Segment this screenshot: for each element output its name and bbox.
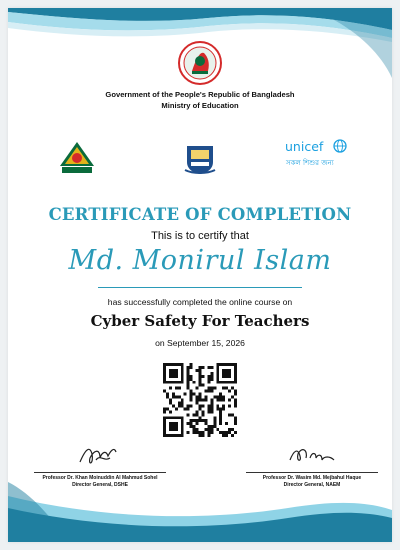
unicef-logo [285,139,365,179]
certificate-title: CERTIFICATE OF COMPLETION [48,205,352,224]
signature-block-right [242,440,382,489]
signature-right [282,440,342,470]
signature-line [34,472,166,473]
name-underline [98,287,302,288]
completion-date: on September 15, 2026 [155,338,245,348]
unicef-wordmark: unicef [285,139,324,154]
signature-block-left [30,440,170,489]
signature-line [246,472,378,473]
recipient-name: Md. Monirul Islam [68,245,332,276]
course-title: Cyber Safety For Teachers [90,312,310,330]
unicef-tagline: সকল শিশুর জন্য [286,159,334,167]
signature-left [70,440,130,470]
signatory-title: Director General, NAEM [283,482,341,488]
ministry-name: Ministry of Education [161,101,239,110]
signatory-name: Professor Dr. Wasim Md. Mejbahul Haque [262,475,362,481]
qr-code[interactable] [163,363,237,437]
government-name: Government of the People's Republic of Bangladesh [105,90,295,99]
completion-text: has successfully completed the online course on [107,297,293,307]
bottom-wave-decoration [8,482,392,542]
certify-text: This is to certify that [151,230,249,242]
signatory-title: Director General, DSHE [72,482,128,488]
certificate-page [8,8,392,542]
unicef-globe-icon [333,139,347,153]
government-seal-logo [178,41,222,85]
dshe-emblem-icon [58,140,96,176]
naem-emblem-icon [181,138,219,176]
signatory-name: Professor Dr. Khan Moinuddin Al Mahmud Sohel [42,475,158,481]
